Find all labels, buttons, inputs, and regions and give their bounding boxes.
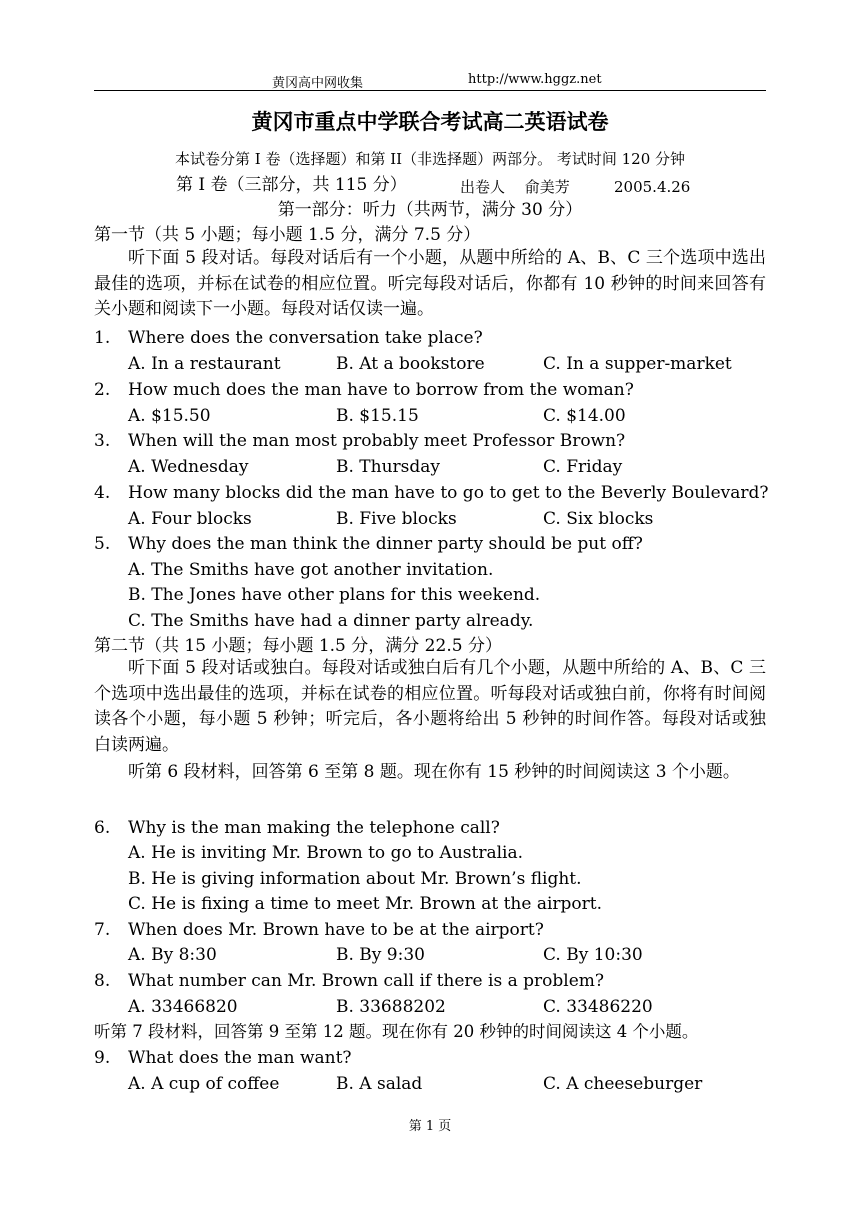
- material-7-instructions: 听第 7 段材料，回答第 9 至第 12 题。现在你有 20 秒钟的时间阅读这 4 个小题。: [94, 1022, 699, 1041]
- section1-instructions: 听下面 5 段对话。每段对话后有一个小题，从题中所给的 A、B、C 三个选项中选出最佳的选项，并标在试卷的相应位置。听完每段对话后，你都有 10 秒钟的时间来回答有关小题和阅读下一小题。每段对话仅读一遍。: [94, 248, 766, 320]
- question-number: 3.: [94, 431, 111, 451]
- q8-option-b: B. 33688202: [336, 997, 446, 1017]
- q5-option-c: C. The Smiths have had a dinner party already.: [128, 611, 534, 631]
- question-number: 9.: [94, 1048, 111, 1068]
- question-number: 2.: [94, 380, 111, 400]
- q5-option-a: A. The Smiths have got another invitation.: [128, 560, 494, 580]
- question-number: 7.: [94, 920, 111, 940]
- q6-option-b: B. He is giving information about Mr. Brown’s flight.: [128, 869, 582, 889]
- q9-option-c: C. A cheeseburger: [543, 1074, 703, 1094]
- part-heading: 第一部分：听力（共两节，满分 30 分）: [277, 200, 583, 220]
- q8-option-c: C. 33486220: [543, 997, 653, 1017]
- question-text: When does Mr. Brown have to be at the airport?: [128, 920, 544, 940]
- q4-option-b: B. Five blocks: [336, 509, 457, 529]
- q7-option-c: C. By 10:30: [543, 945, 643, 965]
- exam-date: 2005.4.26: [614, 178, 691, 196]
- question-text: What number can Mr. Brown call if there is a problem?: [128, 971, 604, 991]
- q3-option-c: C. Friday: [543, 457, 623, 477]
- q6-option-a: A. He is inviting Mr. Brown to go to Australia.: [128, 843, 524, 863]
- question-text: When will the man most probably meet Professor Brown?: [128, 431, 626, 451]
- exam-title: 黄冈市重点中学联合考试高二英语试卷: [251, 110, 609, 134]
- q2-option-a: A. $15.50: [128, 406, 211, 426]
- q4-option-a: A. Four blocks: [128, 509, 252, 529]
- exam-intro: 本试卷分第 I 卷（选择题）和第 II（非选择题）两部分。 考试时间 120 分钟: [174, 150, 686, 168]
- header-url: http://www.hggz.net: [468, 72, 602, 87]
- question-text: How many blocks did the man have to go to get to the Beverly Boulevard?: [128, 483, 769, 503]
- section2-instructions: 听下面 5 段对话或独白。每段对话或独白后有几个小题，从题中所给的 A、B、C 三个选项中选出最佳的选项，并标在试卷的相应位置。听每段对话或独白前，你将有时间阅读各个小题，每小题 5 秒钟；听完后，各小题将给出 5 秒钟的时间作答。每段对话或独白读两遍。: [94, 658, 766, 755]
- question-number: 4.: [94, 483, 111, 503]
- page-number: 第 1 页: [408, 1119, 452, 1134]
- page-header: [94, 70, 766, 91]
- question-number: 8.: [94, 971, 111, 991]
- q8-option-a: A. 33466820: [128, 997, 238, 1017]
- question-text: Why does the man think the dinner party should be put off?: [128, 534, 643, 554]
- q1-option-b: B. At a bookstore: [336, 354, 485, 374]
- q7-option-b: B. By 9:30: [336, 945, 425, 965]
- q7-option-a: A. By 8:30: [128, 945, 217, 965]
- q3-option-b: B. Thursday: [336, 457, 441, 477]
- question-number: 1.: [94, 328, 111, 348]
- material-6-instructions: 听第 6 段材料，回答第 6 至第 8 题。现在你有 15 秒钟的时间阅读这 3 个小题。: [128, 762, 740, 782]
- section1-heading: 第一节（共 5 小题；每小题 1.5 分，满分 7.5 分）: [94, 225, 481, 245]
- q1-option-a: A. In a restaurant: [128, 354, 281, 374]
- question-text: Where does the conversation take place?: [128, 328, 483, 348]
- q6-option-c: C. He is fixing a time to meet Mr. Brown at the airport.: [128, 894, 603, 914]
- exam-author: 出卷人 俞美芳: [460, 178, 570, 196]
- q2-option-c: C. $14.00: [543, 406, 626, 426]
- question-text: How much does the man have to borrow from the woman?: [128, 380, 634, 400]
- question-number: 6.: [94, 818, 111, 838]
- header-source: 黄冈高中网收集: [272, 76, 364, 91]
- question-number: 5.: [94, 534, 111, 554]
- q2-option-b: B. $15.15: [336, 406, 419, 426]
- q5-option-b: B. The Jones have other plans for this weekend.: [128, 585, 541, 605]
- q9-option-b: B. A salad: [336, 1074, 423, 1094]
- q1-option-c: C. In a supper-market: [543, 354, 732, 374]
- question-text: Why is the man making the telephone call?: [128, 818, 500, 838]
- question-text: What does the man want?: [128, 1048, 352, 1068]
- section2-heading: 第二节（共 15 小题；每小题 1.5 分，满分 22.5 分）: [94, 636, 502, 656]
- q3-option-a: A. Wednesday: [128, 457, 249, 477]
- q9-option-a: A. A cup of coffee: [128, 1074, 280, 1094]
- q4-option-c: C. Six blocks: [543, 509, 654, 529]
- volume-label: 第 I 卷（三部分，共 115 分）: [176, 175, 407, 195]
